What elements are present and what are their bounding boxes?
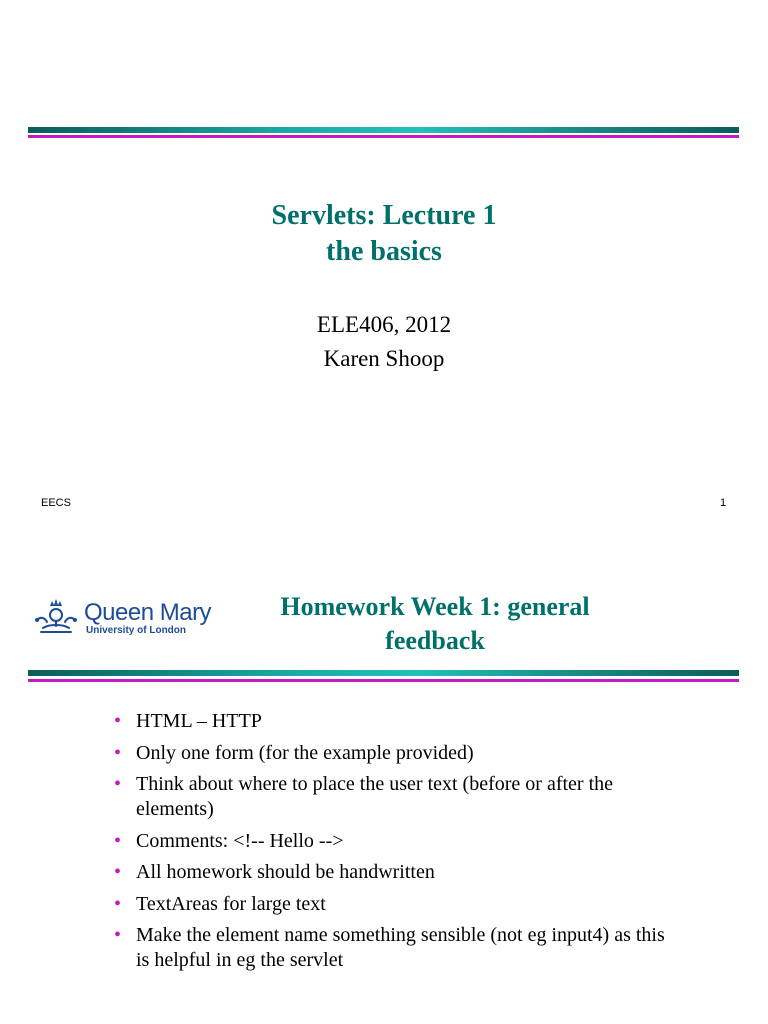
university-logo (33, 598, 218, 636)
crown-logo-icon (33, 598, 79, 636)
list-item: • HTML – HTTP (112, 709, 672, 734)
slide-title-line-1: Homework Week 1: general (280, 592, 590, 621)
list-item: • Only one form (for the example provided) (112, 741, 672, 766)
list-item: • TextAreas for large text (112, 892, 672, 917)
slide-title-line-2: the basics (326, 236, 442, 267)
list-item: • All homework should be handwritten (112, 860, 672, 885)
slide-title-line-1: Servlets: Lecture 1 (271, 200, 497, 231)
header-rule-magenta (28, 679, 739, 682)
list-item: • Comments: <!-- Hello --> (112, 829, 672, 854)
footer-left: EECS (41, 497, 71, 509)
slide-2 (0, 512, 768, 1024)
header-rule-magenta (28, 135, 739, 138)
bullet-list (112, 709, 672, 980)
header-rule-teal (28, 670, 739, 676)
list-item: • Think about where to place the user text (before or after the elements) (112, 772, 672, 822)
header-rule-teal (28, 127, 739, 133)
page-number: 1 (720, 497, 727, 509)
slide-title-line-2: feedback (385, 626, 485, 655)
course-label: ELE406, 2012 (316, 312, 452, 337)
logo-subtitle: University of London (86, 625, 186, 636)
logo-name: Queen Mary (84, 599, 212, 626)
list-item: • Make the element name something sensible (not eg input4) as this is helpful in eg the servlet (112, 923, 672, 973)
author-name: Karen Shoop (323, 346, 445, 371)
slide-title (230, 590, 640, 658)
